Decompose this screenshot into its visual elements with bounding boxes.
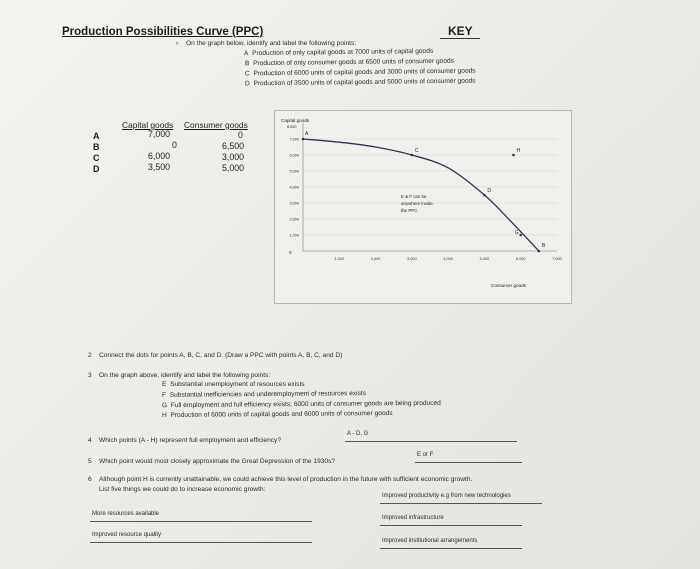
region-note xyxy=(401,194,433,213)
ppc-point xyxy=(512,154,515,157)
q3-prompt: On the graph above, identify and label the following points: xyxy=(99,372,271,379)
x-tick-label: 2,000 xyxy=(370,257,381,261)
y-axis-label: Capital goods xyxy=(281,118,310,123)
q5-number: 5 xyxy=(88,458,92,465)
y-axis-unit: 8,000 xyxy=(287,125,297,129)
q4-number: 4 xyxy=(88,437,92,444)
y-tick-label: 6,000 xyxy=(289,153,299,158)
y-tick-label: 3,000 xyxy=(289,201,299,206)
ppc-point-label: A xyxy=(305,131,309,137)
q1-item-a: A Production of only capital goods at 7000 units of capital goods xyxy=(243,47,434,58)
x-tick-label: 5,000 xyxy=(479,257,490,261)
region-note-line: the PPC xyxy=(401,208,418,213)
ppc-point xyxy=(411,154,414,157)
q4-text: Which points (A - H) represent full employment and efficiency? xyxy=(99,437,282,444)
y-tick-label: 7,000 xyxy=(289,137,299,142)
region-note-line: anywhere inside xyxy=(401,201,433,206)
table-cell-consumer: 0 xyxy=(238,130,243,140)
q3-item-g: G Full employment and full efficiency exists; 6000 units of consumer goods are being produced xyxy=(161,399,441,410)
ppc-point-label: G xyxy=(514,230,519,236)
x-axis-label: Consumer goods xyxy=(491,283,526,288)
ppc-point xyxy=(538,250,541,253)
ppc-point-label: B xyxy=(541,243,546,249)
graph-origin: 0 xyxy=(289,250,292,255)
ppc-point xyxy=(519,234,522,237)
table-row-letter: B xyxy=(93,142,100,152)
ppc-point xyxy=(483,194,486,197)
q2-text: Connect the dots for points A, B, C, and D. (Draw a PPC with points A, B, C, and D) xyxy=(99,352,343,359)
q1-item-c: C Production of 6000 units of capital goods and 3000 units of consumer goods xyxy=(244,67,476,78)
ppc-point-label: C xyxy=(414,148,419,154)
table-header-consumer: Consumer goods xyxy=(184,120,248,130)
table-cell-capital: 7,000 xyxy=(148,129,171,139)
worksheet-title: Production Possibilities Curve (PPC) xyxy=(62,26,264,38)
q3-item-h: H Production of 6000 units of capital goods and 6000 units of consumer goods xyxy=(161,409,393,420)
table-cell-capital: 3,500 xyxy=(148,162,171,172)
q2-number: 2 xyxy=(88,352,92,359)
table-row-letter: A xyxy=(93,131,100,141)
q1-prompt: On the graph below, identify and label the following points: xyxy=(186,40,357,47)
ppc-point xyxy=(302,138,305,141)
ppc-point-label: H xyxy=(516,148,521,154)
q6-line1: Although point H is currently unattainable, we could achieve this level of production in the future with sufficient economic growth. xyxy=(99,476,473,483)
y-tick-label: 2,000 xyxy=(289,217,299,222)
q3-item-f: F Substantial inefficiencies and underemployment of resources exists xyxy=(161,390,367,399)
y-tick-label: 5,000 xyxy=(289,169,299,174)
y-tick-label: 4,000 xyxy=(289,185,299,190)
q6-answer: Improved infrastructure xyxy=(380,515,522,526)
region-note-line: E & F can be xyxy=(401,194,427,199)
q3-item-e: E Substantial unemployment of resources exists xyxy=(162,381,305,388)
table-cell-consumer: 5,000 xyxy=(222,163,245,173)
key-label: KEY xyxy=(448,24,473,38)
x-tick-label: 7,000 xyxy=(552,257,562,261)
ppc-graph-panel xyxy=(274,110,572,304)
q5-answer: E or F xyxy=(415,452,522,463)
q5-text: Which point would most closely approximate the Great Depression of the 1930s? xyxy=(99,458,336,465)
y-tick-label: 1,000 xyxy=(289,233,299,238)
q6-line2: List five things we could do to increase economic growth: xyxy=(99,486,266,493)
table-row-letter: D xyxy=(93,164,100,174)
table-header-capital: Capital goods xyxy=(122,120,174,130)
table-cell-capital: 0 xyxy=(172,140,177,150)
q1-bullet: › xyxy=(176,40,179,47)
q6-answer: Improved resource quality xyxy=(90,532,312,543)
q6-answer: Improved productivity e.g from new technologies xyxy=(380,493,542,504)
key-underline xyxy=(440,38,480,39)
x-tick-label: 1,000 xyxy=(334,257,345,261)
x-tick-label: 6,000 xyxy=(515,257,526,261)
q4-answer: A - D, G xyxy=(345,431,517,442)
x-tick-label: 3,000 xyxy=(407,257,417,261)
table-row-letter: C xyxy=(93,153,100,163)
q6-answer: More resources available xyxy=(90,511,312,522)
x-tick-label: 4,000 xyxy=(443,257,453,261)
q1-item-b: B Production of only consumer goods at 6500 units of consumer goods xyxy=(244,57,454,68)
table-cell-consumer: 6,500 xyxy=(222,141,245,151)
ppc-point-label: D xyxy=(487,188,492,194)
q3-number: 3 xyxy=(88,372,92,379)
q6-number: 6 xyxy=(88,476,92,483)
q6-answer: Improved institutional arrangements xyxy=(380,538,522,549)
table-cell-consumer: 3,000 xyxy=(222,152,245,162)
table-cell-capital: 6,000 xyxy=(148,151,171,161)
ppc-graph xyxy=(275,111,571,303)
q1-item-d: D Production of 3500 units of capital goods and 5000 units of consumer goods xyxy=(244,77,476,88)
